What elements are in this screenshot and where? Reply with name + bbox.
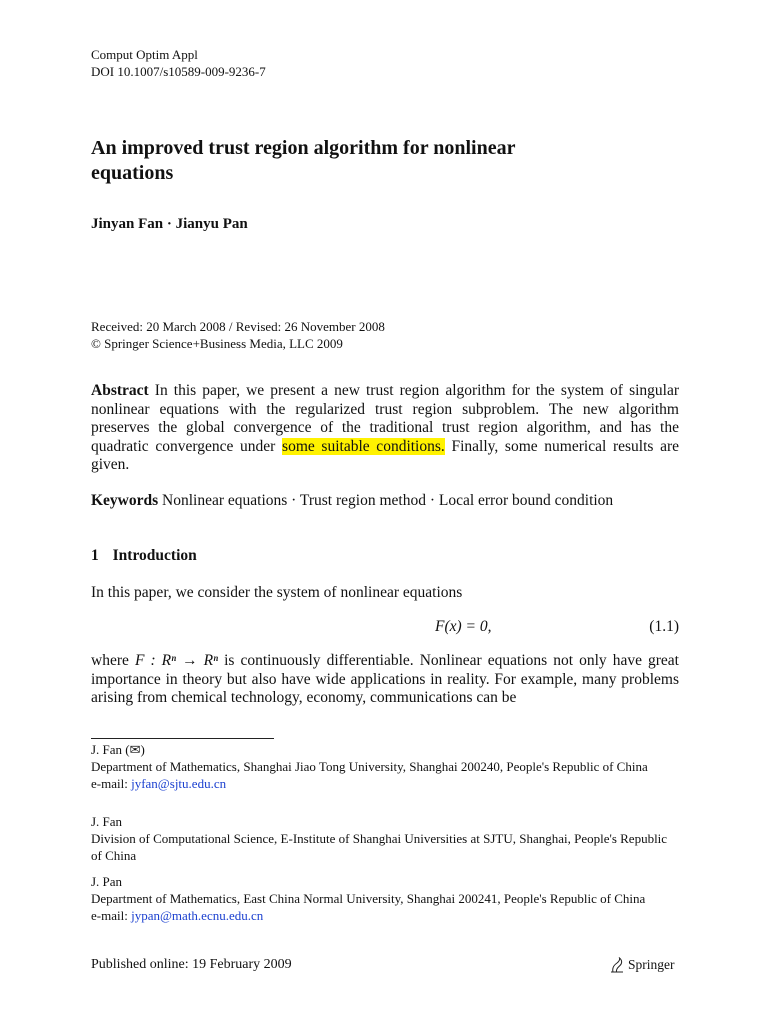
fn3-affiliation: Department of Mathematics, East China Normal University, Shanghai 200241, People's Republic of China (91, 891, 646, 906)
title-line-1: An improved trust region algorithm for nonlinear (91, 137, 516, 159)
fn3-email-label: e-mail: (91, 908, 128, 923)
fn1-name: J. Fan (✉) (91, 742, 145, 757)
abstract-text-before: In this paper, we present a new trust region algorithm for the system of singular nonlinear equations with the regularized trust region subproblem. The new algorithm preserves the global convergence of the traditional trust region algorithm, and has the quadratic convergence under (91, 382, 680, 455)
equation-number: (1.1) (649, 618, 679, 635)
footnote-author-2 (91, 813, 679, 864)
journal-header (91, 46, 266, 80)
footnote-rule (91, 738, 274, 739)
fn1-email-label: e-mail: (91, 776, 128, 791)
footnote-author-1 (91, 741, 679, 792)
para2-text: is continuously differentiable. Nonlinear equations not only have great importance in theory but also have wide applications in reality. For example, many problems arising from chemical technology, economy, communications can be (91, 652, 679, 707)
published-online: Published online: 19 February 2009 (91, 957, 292, 972)
springer-logo-icon (610, 957, 624, 973)
fn3-name: J. Pan (91, 874, 123, 889)
fn1-email-line (91, 775, 679, 792)
fn3-email-link[interactable]: jypan@math.ecnu.edu.cn (131, 908, 264, 923)
equation-expression: F(x) = 0, (435, 618, 492, 635)
fn3-email-line (91, 907, 679, 924)
fn2-affiliation: Division of Computational Science, E-Institute of Shanghai Universities at SJTU, Shanghai, People's Republic of China (91, 831, 668, 863)
section-heading (91, 547, 197, 565)
received-dates: Received: 20 March 2008 / Revised: 26 November 2008 (91, 319, 385, 334)
equation-1-1 (91, 618, 679, 638)
abstract-text-after: Finally, some numerical results are given. (91, 437, 680, 474)
paper-title (91, 136, 691, 186)
para2-math: F : Rⁿ → Rⁿ (134, 652, 218, 669)
intro-paragraph-1: In this paper, we consider the system of nonlinear equations (91, 584, 463, 601)
footnote-author-3 (91, 873, 679, 924)
section-title: Introduction (112, 547, 197, 564)
keywords (91, 492, 679, 511)
intro-paragraph-2 (91, 652, 679, 708)
keywords-label: Keywords (91, 492, 159, 509)
authors: Jinyan Fan · Jianyu Pan (91, 216, 248, 232)
dates-block (91, 318, 385, 352)
para2-prefix: where (91, 652, 129, 669)
journal-name: Comput Optim Appl (91, 47, 198, 62)
copyright: © Springer Science+Business Media, LLC 2009 (91, 336, 343, 351)
abstract-highlight: some suitable conditions. (282, 437, 445, 455)
abstract-label: Abstract (91, 382, 149, 399)
fn1-email-link[interactable]: jyfan@sjtu.edu.cn (131, 776, 227, 791)
abstract (91, 382, 679, 475)
section-number: 1 (91, 547, 99, 564)
springer-name: Springer (628, 957, 675, 972)
title-line-2: equations (91, 162, 174, 184)
doi: DOI 10.1007/s10589-009-9236-7 (91, 64, 266, 79)
keywords-text: Nonlinear equations · Trust region method · Local error bound condition (162, 492, 614, 509)
fn1-affiliation: Department of Mathematics, Shanghai Jiao Tong University, Shanghai 200240, People's Republic of China (91, 759, 648, 774)
springer-brand (610, 957, 675, 973)
fn2-name: J. Fan (91, 814, 123, 829)
